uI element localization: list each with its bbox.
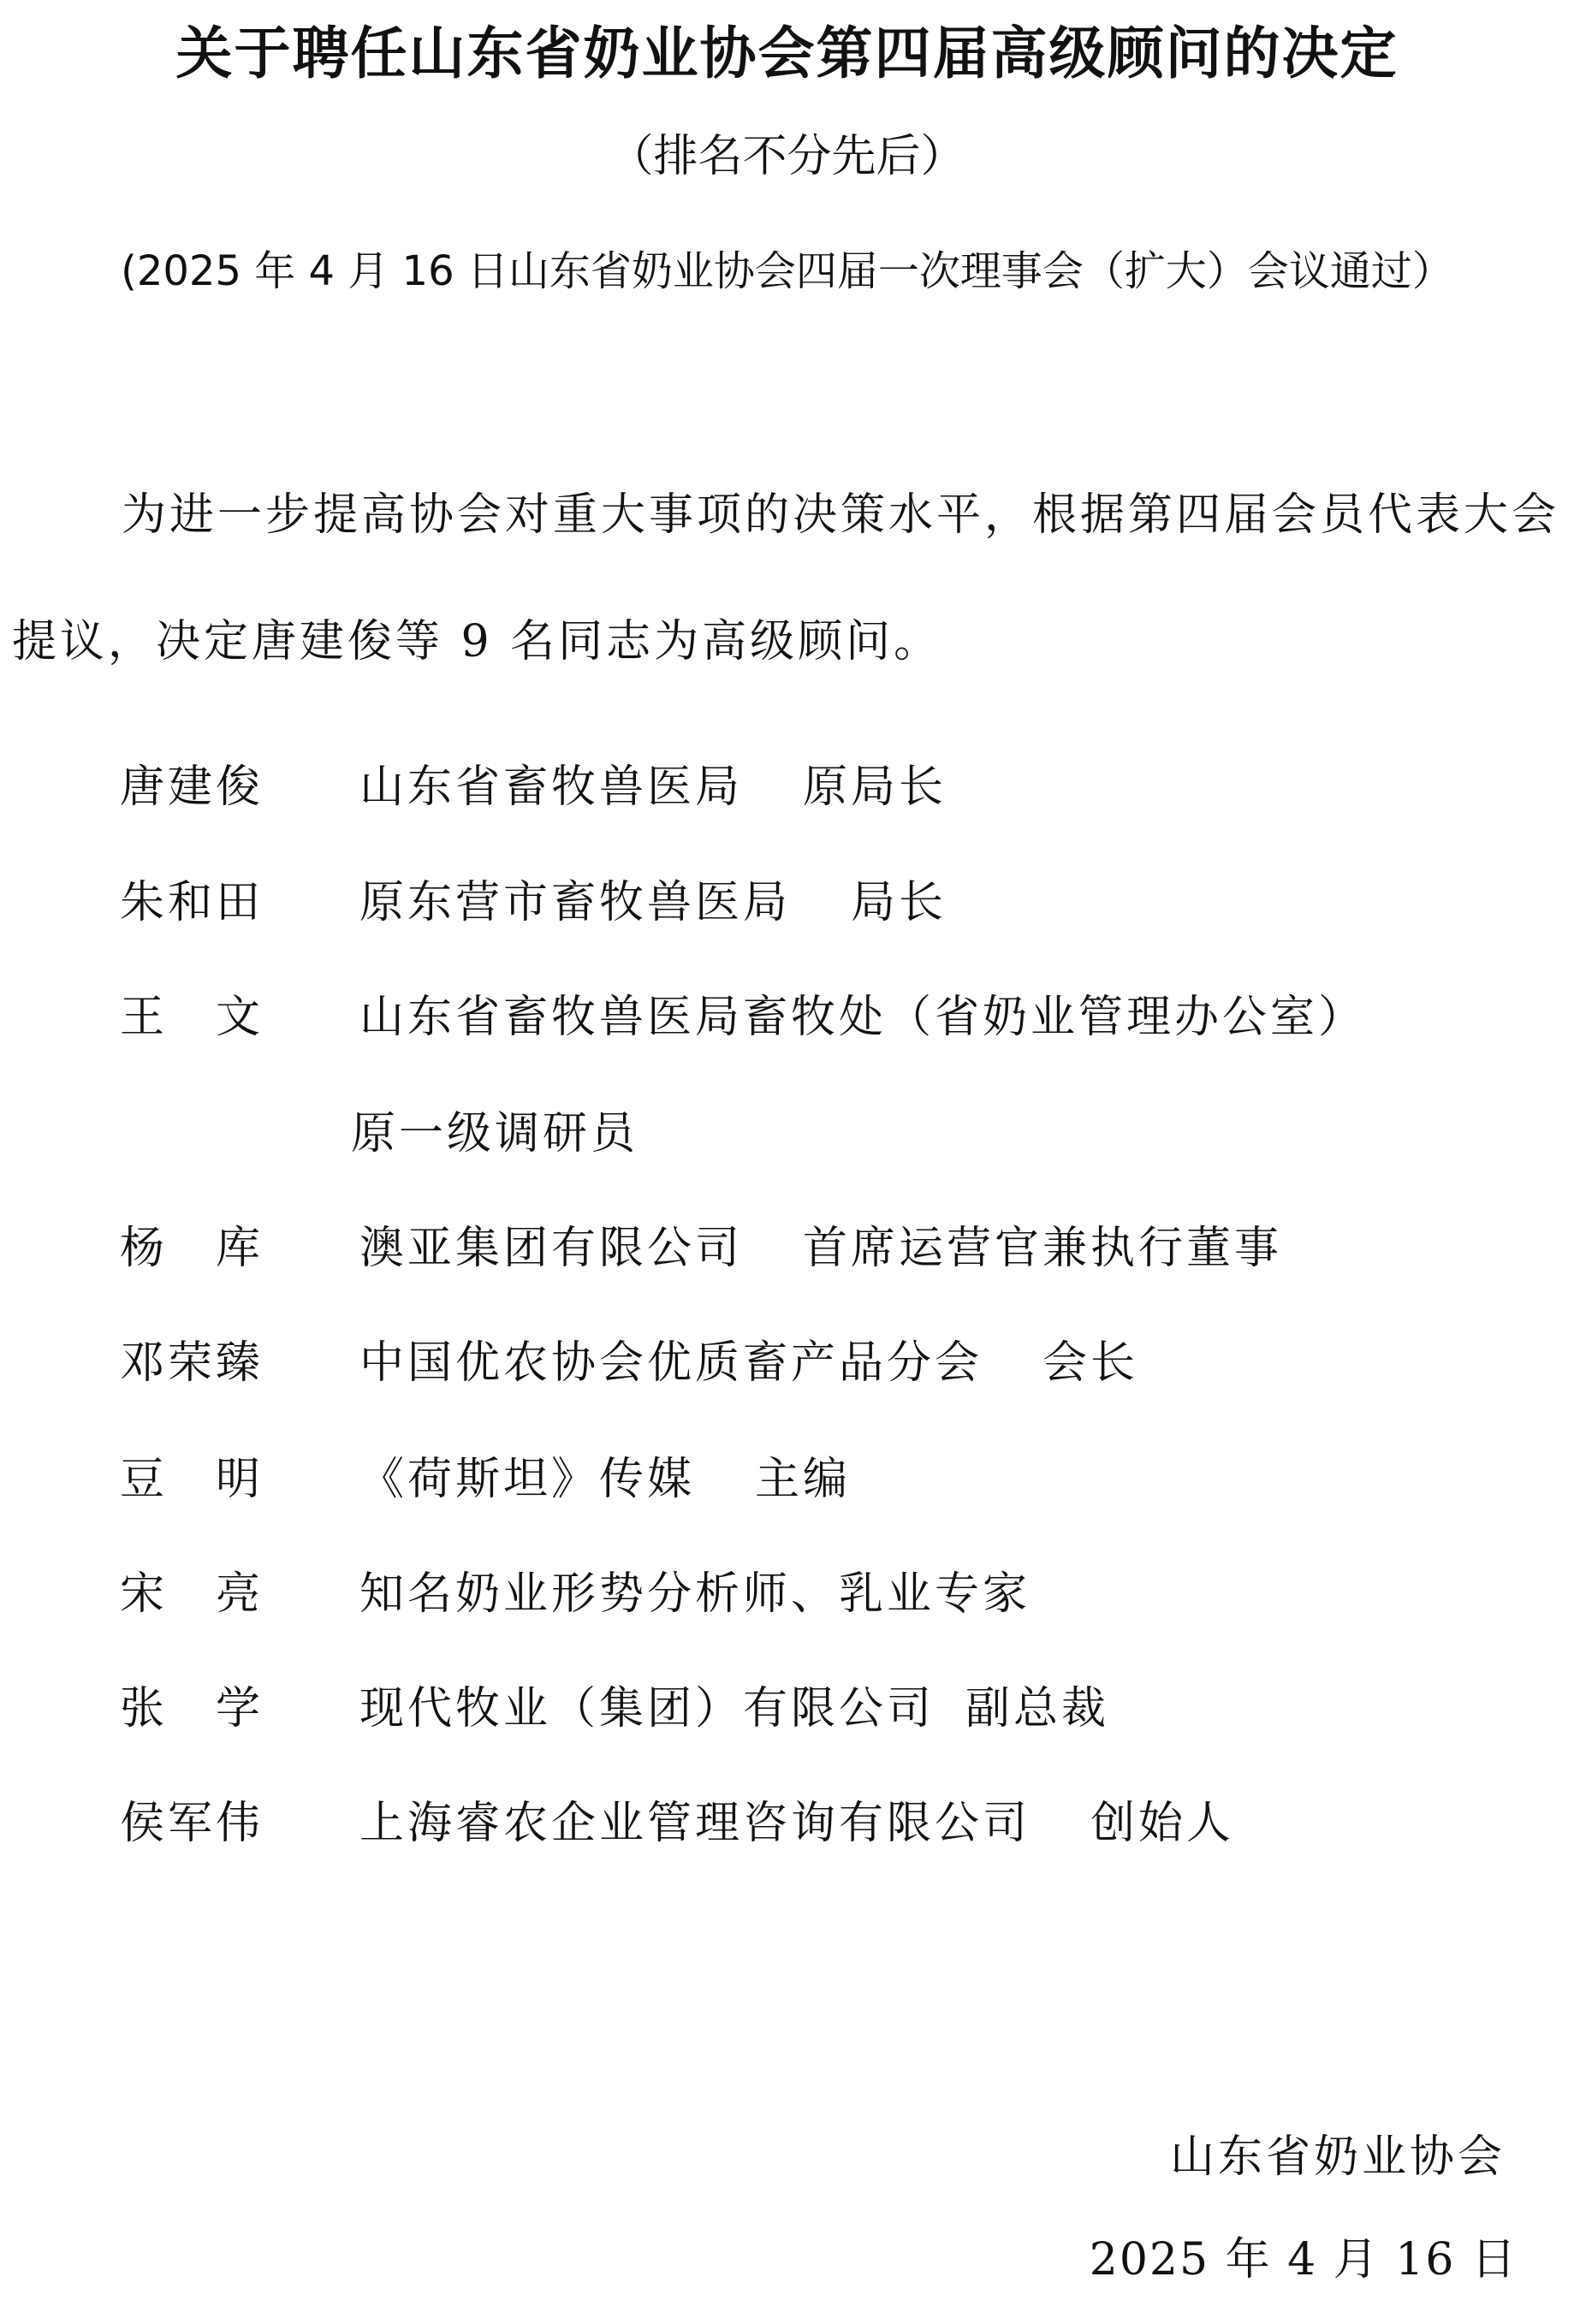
signature-org: 山东省奶业协会 [1169,2131,1506,2183]
advisor-position: 副总裁 [965,1683,1110,1734]
advisor-position: 原局长 [803,762,947,813]
advisor-org: 原东营市畜牧兽医局 局长 [359,877,947,928]
advisor-row [0,757,1574,817]
advisor-row [0,1793,1574,1853]
advisor-org: 《荷斯坦》传媒 主编 [359,1454,852,1505]
advisor-row [0,1218,1574,1278]
document-title: 关于聘任山东省奶业协会第四届高级顾问的决定 [175,21,1399,86]
signature-date: 2025 年 4 月 16 日 [1089,2234,1518,2285]
advisor-name: 宋 亮 [120,1568,264,1620]
advisor-org: 中国优农协会优质畜产品分会 会长 [359,1337,1139,1389]
advisor-name: 杨 库 [120,1223,264,1274]
advisor-position: 首席运营官兼执行董事 [803,1223,1283,1274]
advisor-row [0,1679,1574,1739]
advisor-name: 朱和田 [120,877,264,928]
advisor-org: 山东省畜牧兽医局畜牧处（省奶业管理办公室） [359,992,1367,1043]
advisor-row [0,873,1574,933]
advisor-name: 张 学 [120,1683,264,1734]
advisor-position: 原一级调研员 [351,1108,639,1159]
advisor-name: 唐建俊 [120,762,264,813]
document-subtitle: （排名不分先后） [609,131,965,182]
advisor-name: 王 文 [120,992,264,1043]
advisor-row [0,987,1574,1047]
advisor-position: 创始人 [1090,1798,1235,1849]
advisor-name: 邓荣臻 [120,1337,264,1389]
advisor-org: 澳亚集团有限公司 首席运营官兼执行董事 [359,1223,1283,1274]
meeting-note: (2025 年 4 月 16 日山东省奶业协会四届一次理事会（扩大）会议通过） [121,247,1453,295]
advisor-row [0,1333,1574,1393]
advisor-org: 知名奶业形势分析师、乳业专家 [359,1568,1031,1620]
advisor-org: 山东省畜牧兽医局 原局长 [359,762,947,813]
advisor-position: 局长 [851,877,947,928]
advisor-row [0,1450,1574,1509]
advisor-name: 侯军伟 [120,1798,264,1849]
advisor-org: 现代牧业（集团）有限公司 副总裁 [359,1683,1110,1734]
body-paragraph: 为进一步提高协会对重大事项的决策水平，根据第四届会员代表大会提议，决定唐建俊等 9 名同志为高级顾问。 [12,489,1560,667]
advisor-org: 上海睿农企业管理咨询有限公司 创始人 [359,1798,1235,1849]
advisor-position: 主编 [755,1454,852,1505]
advisor-position: 会长 [1042,1337,1139,1389]
advisor-name: 豆 明 [120,1454,264,1505]
advisor-row [0,1564,1574,1624]
